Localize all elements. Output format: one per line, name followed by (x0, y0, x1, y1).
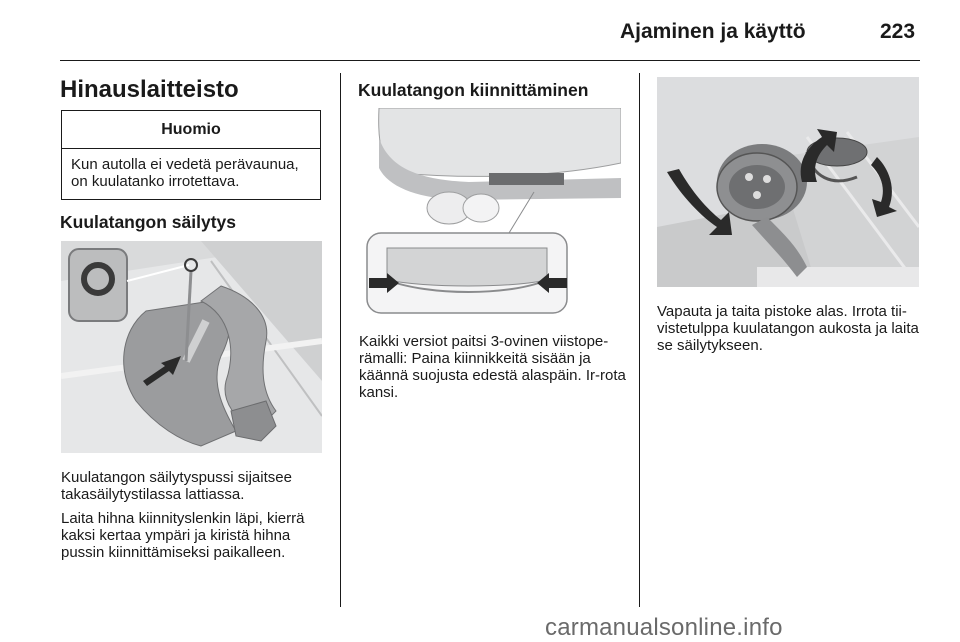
storage-heading: Kuulatangon säilytys (60, 212, 237, 232)
socket-plug-illustration (657, 77, 919, 287)
section-title: Hinauslaitteisto (60, 76, 239, 103)
storage-bag-illustration (61, 241, 322, 453)
notice-box (61, 110, 321, 200)
socket-para-1: Vapauta ja taita pistoke alas. Irrota tii-vistetulppa kuulatangon aukosta ja laita se säilytykseen. (657, 303, 919, 354)
header-rule (60, 60, 920, 61)
notice-label: Huomio (62, 111, 320, 149)
column-divider-2 (639, 73, 640, 607)
bumper-cover-illustration (359, 108, 621, 318)
storage-para-1: Kuulatangon säilytyspussi sijaitsee takasäilytystilassa lattiassa. (61, 469, 292, 503)
attach-heading: Kuulatangon kiinnittäminen (358, 80, 589, 100)
header-title: Ajaminen ja käyttö (620, 20, 806, 43)
attach-para-1: Kaikki versiot paitsi 3-ovinen viistope-rämalli: Paina kiinnikkeitä sisään ja käännä suojusta edestä alaspäin. Ir-rota kansi. (359, 333, 626, 401)
storage-para-2: Laita hihna kiinnityslenkin läpi, kierrä kaksi kertaa ympäri ja kiristä hihna pussin kiinnittämiseksi paikalleen. (61, 510, 305, 561)
page-number: 223 (880, 20, 916, 43)
column-divider-1 (340, 73, 341, 607)
watermark-text: carmanualsonline.info (545, 614, 783, 641)
notice-text: Kun autolla ei vedetä perävaunua, on kuulatanko irrotettava. (71, 156, 299, 190)
